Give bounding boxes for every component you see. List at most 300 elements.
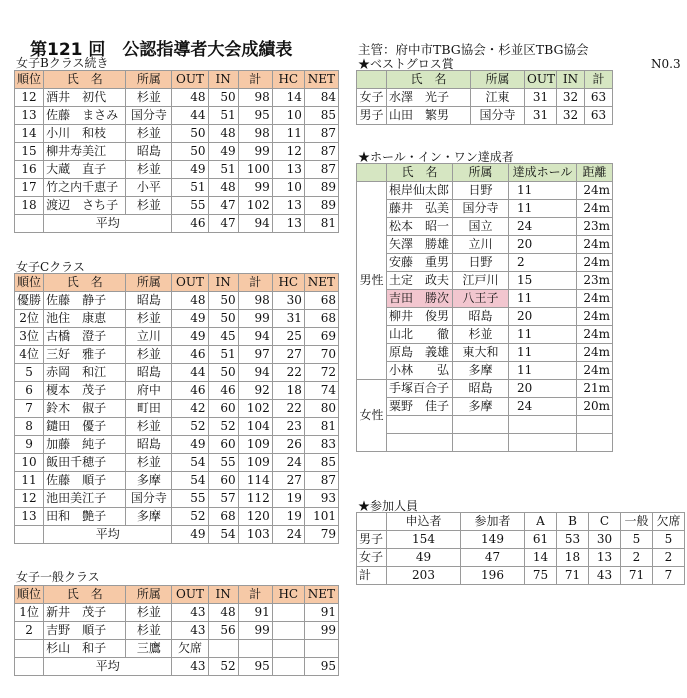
table-cell: 84	[304, 89, 338, 107]
table-cell: 2	[15, 622, 44, 640]
table-cell: 8	[15, 418, 44, 436]
average-label: 平均	[44, 658, 172, 676]
table-cell: 46	[172, 346, 208, 364]
table-cell: 三鷹	[126, 640, 172, 658]
table-cell: 昭島	[453, 308, 509, 326]
table-row	[15, 604, 339, 622]
table-cell: 44	[172, 364, 208, 382]
table-cell: 24m	[577, 200, 613, 218]
table-cell: 10	[272, 179, 304, 197]
table-row	[357, 416, 613, 434]
column-header: 氏 名	[387, 71, 471, 89]
table-cell: 22	[272, 400, 304, 418]
table-cell: 47	[461, 549, 525, 567]
table-cell: 48	[172, 292, 208, 310]
table-cell: 55	[172, 197, 208, 215]
table-cell: 85	[304, 454, 338, 472]
table-cell: 6	[15, 382, 44, 400]
table-cell: 89	[304, 197, 338, 215]
table-cell: 計	[357, 567, 387, 585]
table-cell: 80	[304, 400, 338, 418]
table-cell: 杉並	[126, 418, 172, 436]
table-row	[357, 272, 613, 290]
table-cell: 男子	[357, 107, 387, 125]
column-header: A	[525, 513, 557, 531]
table-cell: 14	[15, 125, 44, 143]
table-cell: 手塚百合子	[387, 380, 453, 398]
table-cell: 98	[238, 292, 272, 310]
table-cell: 24m	[577, 236, 613, 254]
table-cell: 24m	[577, 182, 613, 200]
table-cell: 99	[238, 179, 272, 197]
average-row	[15, 526, 339, 544]
table-cell: 60	[208, 472, 238, 490]
table-cell: 柳井寿美江	[44, 143, 126, 161]
table-row	[15, 472, 339, 490]
table-cell: 粟野 佳子	[387, 398, 453, 416]
column-header	[357, 513, 387, 531]
column-header: 欠席	[653, 513, 685, 531]
table-cell: 91	[304, 604, 338, 622]
table-cell: 山北 徹	[387, 326, 453, 344]
table-cell	[387, 434, 453, 452]
table-cell: 27	[272, 472, 304, 490]
table-cell: 30	[589, 531, 621, 549]
header-row	[15, 274, 339, 292]
table-cell: 112	[238, 490, 272, 508]
table-cell: 杉並	[126, 161, 172, 179]
table-cell: 19	[272, 508, 304, 526]
table-cell: 87	[304, 472, 338, 490]
table-cell: 69	[304, 328, 338, 346]
table-cell: 山田 繁男	[387, 107, 471, 125]
table-cell: 87	[304, 143, 338, 161]
table-row	[357, 254, 613, 272]
table-cell: 97	[238, 346, 272, 364]
table-cell: 日野	[453, 182, 509, 200]
table-cell: 16	[15, 161, 44, 179]
table-cell	[577, 434, 613, 452]
table-cell: 14	[272, 89, 304, 107]
table-cell	[509, 434, 577, 452]
table-cell: 松本 昭一	[387, 218, 453, 236]
table-cell: 94	[238, 328, 272, 346]
best-gross-table	[356, 70, 613, 125]
table-cell	[304, 640, 338, 658]
table-cell: 45	[208, 328, 238, 346]
table-cell: 女子	[357, 549, 387, 567]
table-cell: 日野	[453, 254, 509, 272]
table-cell: 49	[172, 328, 208, 346]
table-cell: 23m	[577, 272, 613, 290]
column-header: 氏 名	[44, 274, 126, 292]
page-title: 第121 回 公認指導者大会成績表	[30, 40, 293, 60]
column-header: 氏 名	[44, 71, 126, 89]
table-cell: 鈴木 俶子	[44, 400, 126, 418]
table-cell: 佐藤 静子	[44, 292, 126, 310]
table-cell: 11	[509, 344, 577, 362]
table-cell: 89	[304, 179, 338, 197]
table-cell: 国分寺	[126, 490, 172, 508]
column-header: 計	[238, 274, 272, 292]
table-cell: 101	[304, 508, 338, 526]
table-cell: 54	[172, 472, 208, 490]
table-cell: 102	[238, 400, 272, 418]
table-cell: 120	[238, 508, 272, 526]
table-cell: 48	[208, 125, 238, 143]
women-b-table	[14, 70, 339, 233]
table-cell: 10	[15, 454, 44, 472]
table-cell: 50	[172, 125, 208, 143]
table-cell: 74	[304, 382, 338, 400]
table-cell: 63	[585, 89, 613, 107]
table-cell: 24m	[577, 344, 613, 362]
table-cell: 83	[304, 436, 338, 454]
table-cell: 93	[304, 490, 338, 508]
group-label: 女性	[357, 380, 387, 452]
column-header: 距離	[577, 164, 613, 182]
table-cell: 114	[238, 472, 272, 490]
column-header: NET	[304, 586, 338, 604]
table-cell: 55	[172, 490, 208, 508]
table-cell: 江東	[471, 89, 525, 107]
table-cell: 国分寺	[453, 200, 509, 218]
table-row	[15, 346, 339, 364]
table-cell: 20m	[577, 398, 613, 416]
table-cell: 吉田 勝次	[387, 290, 453, 308]
table-row	[15, 364, 339, 382]
table-row	[15, 436, 339, 454]
table-row	[15, 197, 339, 215]
average-value	[272, 658, 304, 676]
table-row	[357, 531, 685, 549]
table-cell: 57	[208, 490, 238, 508]
table-cell: 49	[172, 161, 208, 179]
table-cell: 46	[172, 382, 208, 400]
column-header: 所属	[126, 586, 172, 604]
table-cell: 杉並	[126, 125, 172, 143]
average-value: 81	[304, 215, 338, 233]
column-header: 申込者	[387, 513, 461, 531]
table-cell	[509, 416, 577, 434]
table-cell: 榎本 茂子	[44, 382, 126, 400]
table-cell: 32	[557, 89, 585, 107]
table-cell: 2位	[15, 310, 44, 328]
table-cell: 柳井 俊男	[387, 308, 453, 326]
column-header: OUT	[172, 274, 208, 292]
table-cell	[15, 526, 44, 544]
average-value: 24	[272, 526, 304, 544]
table-cell: 98	[238, 125, 272, 143]
column-header: IN	[208, 71, 238, 89]
table-cell: 49	[208, 143, 238, 161]
table-cell: 3位	[15, 328, 44, 346]
table-cell	[387, 416, 453, 434]
table-cell: 2	[509, 254, 577, 272]
table-row	[357, 236, 613, 254]
average-value: 46	[172, 215, 208, 233]
table-cell: 63	[585, 107, 613, 125]
column-header: 計	[238, 71, 272, 89]
table-row	[357, 434, 613, 452]
table-cell: 23m	[577, 218, 613, 236]
table-cell	[208, 640, 238, 658]
table-cell: 酒井 初代	[44, 89, 126, 107]
women-general-table	[14, 585, 339, 676]
table-row	[15, 107, 339, 125]
table-cell: 19	[272, 490, 304, 508]
table-cell	[453, 434, 509, 452]
table-cell: 安藤 重男	[387, 254, 453, 272]
average-row	[15, 215, 339, 233]
table-cell: 52	[172, 418, 208, 436]
table-cell: 50	[208, 89, 238, 107]
table-cell	[15, 215, 44, 233]
table-cell: 佐藤 まさみ	[44, 107, 126, 125]
column-header: 所属	[126, 71, 172, 89]
column-header: NET	[304, 274, 338, 292]
table-cell: 53	[557, 531, 589, 549]
table-cell: 49	[172, 436, 208, 454]
participants-table	[356, 512, 685, 585]
table-cell: 43	[172, 604, 208, 622]
column-header: 順位	[15, 586, 44, 604]
table-row	[357, 362, 613, 380]
table-cell: 11	[509, 182, 577, 200]
table-cell: 31	[525, 107, 557, 125]
table-cell: 22	[272, 364, 304, 382]
table-cell: 11	[15, 472, 44, 490]
table-cell: 9	[15, 436, 44, 454]
table-cell: 5	[653, 531, 685, 549]
table-cell: 多摩	[453, 362, 509, 380]
table-cell: 50	[208, 292, 238, 310]
column-header: 順位	[15, 274, 44, 292]
column-header: B	[557, 513, 589, 531]
table-cell: 95	[238, 107, 272, 125]
column-header	[357, 164, 387, 182]
table-cell: 60	[208, 400, 238, 418]
table-cell: 81	[304, 418, 338, 436]
table-row	[357, 398, 613, 416]
table-cell: 87	[304, 161, 338, 179]
average-value: 52	[208, 658, 238, 676]
table-cell: 4位	[15, 346, 44, 364]
table-cell: 原島 義雄	[387, 344, 453, 362]
column-header: 一般	[621, 513, 653, 531]
table-cell: 昭島	[126, 143, 172, 161]
table-cell: 11	[509, 200, 577, 218]
table-cell: 杉山 和子	[44, 640, 126, 658]
table-row	[15, 454, 339, 472]
table-cell: 51	[208, 161, 238, 179]
table-cell: 杉並	[126, 622, 172, 640]
table-row	[357, 290, 613, 308]
table-row	[357, 380, 613, 398]
table-cell: 多摩	[126, 508, 172, 526]
table-cell: 府中	[126, 382, 172, 400]
table-cell	[453, 416, 509, 434]
table-cell: 42	[172, 400, 208, 418]
table-cell: 85	[304, 107, 338, 125]
column-header: IN	[208, 586, 238, 604]
column-header: 所属	[471, 71, 525, 89]
table-cell	[272, 622, 304, 640]
table-row	[357, 567, 685, 585]
table-cell: 25	[272, 328, 304, 346]
table-cell: 51	[208, 346, 238, 364]
table-cell: 26	[272, 436, 304, 454]
table-cell: 杉並	[126, 454, 172, 472]
table-cell: 23	[272, 418, 304, 436]
table-cell: 13	[15, 107, 44, 125]
table-row	[15, 640, 339, 658]
table-cell: 大蔵 直子	[44, 161, 126, 179]
table-cell: 91	[238, 604, 272, 622]
doc-number: N0.3	[651, 57, 681, 71]
table-row	[357, 200, 613, 218]
table-cell: 11	[509, 290, 577, 308]
table-row	[15, 400, 339, 418]
table-cell: 24m	[577, 362, 613, 380]
average-value: 103	[238, 526, 272, 544]
women-c-table	[14, 273, 339, 544]
table-cell: 矢澤 勝雄	[387, 236, 453, 254]
table-row	[357, 107, 613, 125]
table-cell	[15, 658, 44, 676]
table-cell: 飯田千穂子	[44, 454, 126, 472]
table-cell: 杉並	[126, 346, 172, 364]
table-cell: 佐藤 順子	[44, 472, 126, 490]
table-cell: 54	[172, 454, 208, 472]
average-value: 95	[304, 658, 338, 676]
table-row	[15, 508, 339, 526]
table-cell: 12	[15, 490, 44, 508]
participants-caption: ★参加人員	[358, 499, 419, 513]
table-cell: 18	[15, 197, 44, 215]
women-general-caption: 女子一般クラス	[16, 570, 100, 584]
table-cell: 98	[238, 89, 272, 107]
table-cell: 赤岡 和江	[44, 364, 126, 382]
table-cell: 13	[15, 508, 44, 526]
table-cell: 48	[208, 604, 238, 622]
average-value: 47	[208, 215, 238, 233]
table-cell: 203	[387, 567, 461, 585]
table-cell: 104	[238, 418, 272, 436]
table-cell: 女子	[357, 89, 387, 107]
column-header: OUT	[172, 71, 208, 89]
table-cell: 68	[304, 310, 338, 328]
table-cell: 欠席	[172, 640, 208, 658]
table-cell: 7	[15, 400, 44, 418]
header-row	[15, 586, 339, 604]
table-cell: 47	[208, 197, 238, 215]
column-header: IN	[557, 71, 585, 89]
table-cell: 男子	[357, 531, 387, 549]
table-cell: 鑓田 優子	[44, 418, 126, 436]
table-row	[15, 161, 339, 179]
table-cell: 61	[525, 531, 557, 549]
table-cell: 49	[387, 549, 461, 567]
table-cell: 43	[589, 567, 621, 585]
table-row	[357, 308, 613, 326]
table-cell: 12	[15, 89, 44, 107]
average-label: 平均	[44, 526, 172, 544]
table-cell: 52	[208, 418, 238, 436]
column-header: 氏 名	[44, 586, 126, 604]
table-cell: 小平	[126, 179, 172, 197]
column-header: 達成ホール	[509, 164, 577, 182]
table-row	[15, 382, 339, 400]
table-cell: 杉並	[126, 89, 172, 107]
column-header: OUT	[172, 586, 208, 604]
table-cell: 杉並	[126, 197, 172, 215]
column-header: 所属	[126, 274, 172, 292]
table-cell: 99	[304, 622, 338, 640]
table-cell: 杉並	[453, 326, 509, 344]
table-cell: 新井 茂子	[44, 604, 126, 622]
table-cell: 土定 政夫	[387, 272, 453, 290]
table-cell: 2	[653, 549, 685, 567]
table-cell: 24	[272, 454, 304, 472]
table-row	[357, 182, 613, 200]
table-cell: 109	[238, 454, 272, 472]
table-cell: 60	[208, 436, 238, 454]
table-cell: 44	[172, 107, 208, 125]
table-row	[15, 179, 339, 197]
table-cell: 八王子	[453, 290, 509, 308]
table-cell	[15, 640, 44, 658]
table-cell: 70	[304, 346, 338, 364]
table-cell: 24	[509, 218, 577, 236]
table-row	[357, 218, 613, 236]
average-value: 13	[272, 215, 304, 233]
table-cell: 古橋 澄子	[44, 328, 126, 346]
table-cell: 加藤 純子	[44, 436, 126, 454]
table-cell: 94	[238, 364, 272, 382]
table-cell: 75	[525, 567, 557, 585]
header-row	[357, 71, 613, 89]
table-cell: 50	[208, 364, 238, 382]
table-row	[15, 328, 339, 346]
table-cell: 立川	[126, 328, 172, 346]
table-cell	[238, 640, 272, 658]
table-cell: 国分寺	[126, 107, 172, 125]
table-cell: 池住 康恵	[44, 310, 126, 328]
average-value: 43	[172, 658, 208, 676]
table-cell: 50	[208, 310, 238, 328]
column-header: NET	[304, 71, 338, 89]
column-header: C	[589, 513, 621, 531]
table-cell: 13	[272, 197, 304, 215]
table-cell: 町田	[126, 400, 172, 418]
table-cell: 52	[172, 508, 208, 526]
table-cell: 昭島	[126, 364, 172, 382]
column-header: 所属	[453, 164, 509, 182]
table-row	[15, 143, 339, 161]
column-header: 計	[585, 71, 613, 89]
table-cell: 87	[304, 125, 338, 143]
table-cell: 14	[525, 549, 557, 567]
table-row	[15, 622, 339, 640]
women-b-caption: 女子Bクラス続き	[16, 56, 109, 70]
table-cell: 13	[589, 549, 621, 567]
table-cell: 24m	[577, 254, 613, 272]
column-header: 計	[238, 586, 272, 604]
table-cell: 国立	[453, 218, 509, 236]
table-cell: 51	[172, 179, 208, 197]
table-cell: 杉並	[126, 604, 172, 622]
